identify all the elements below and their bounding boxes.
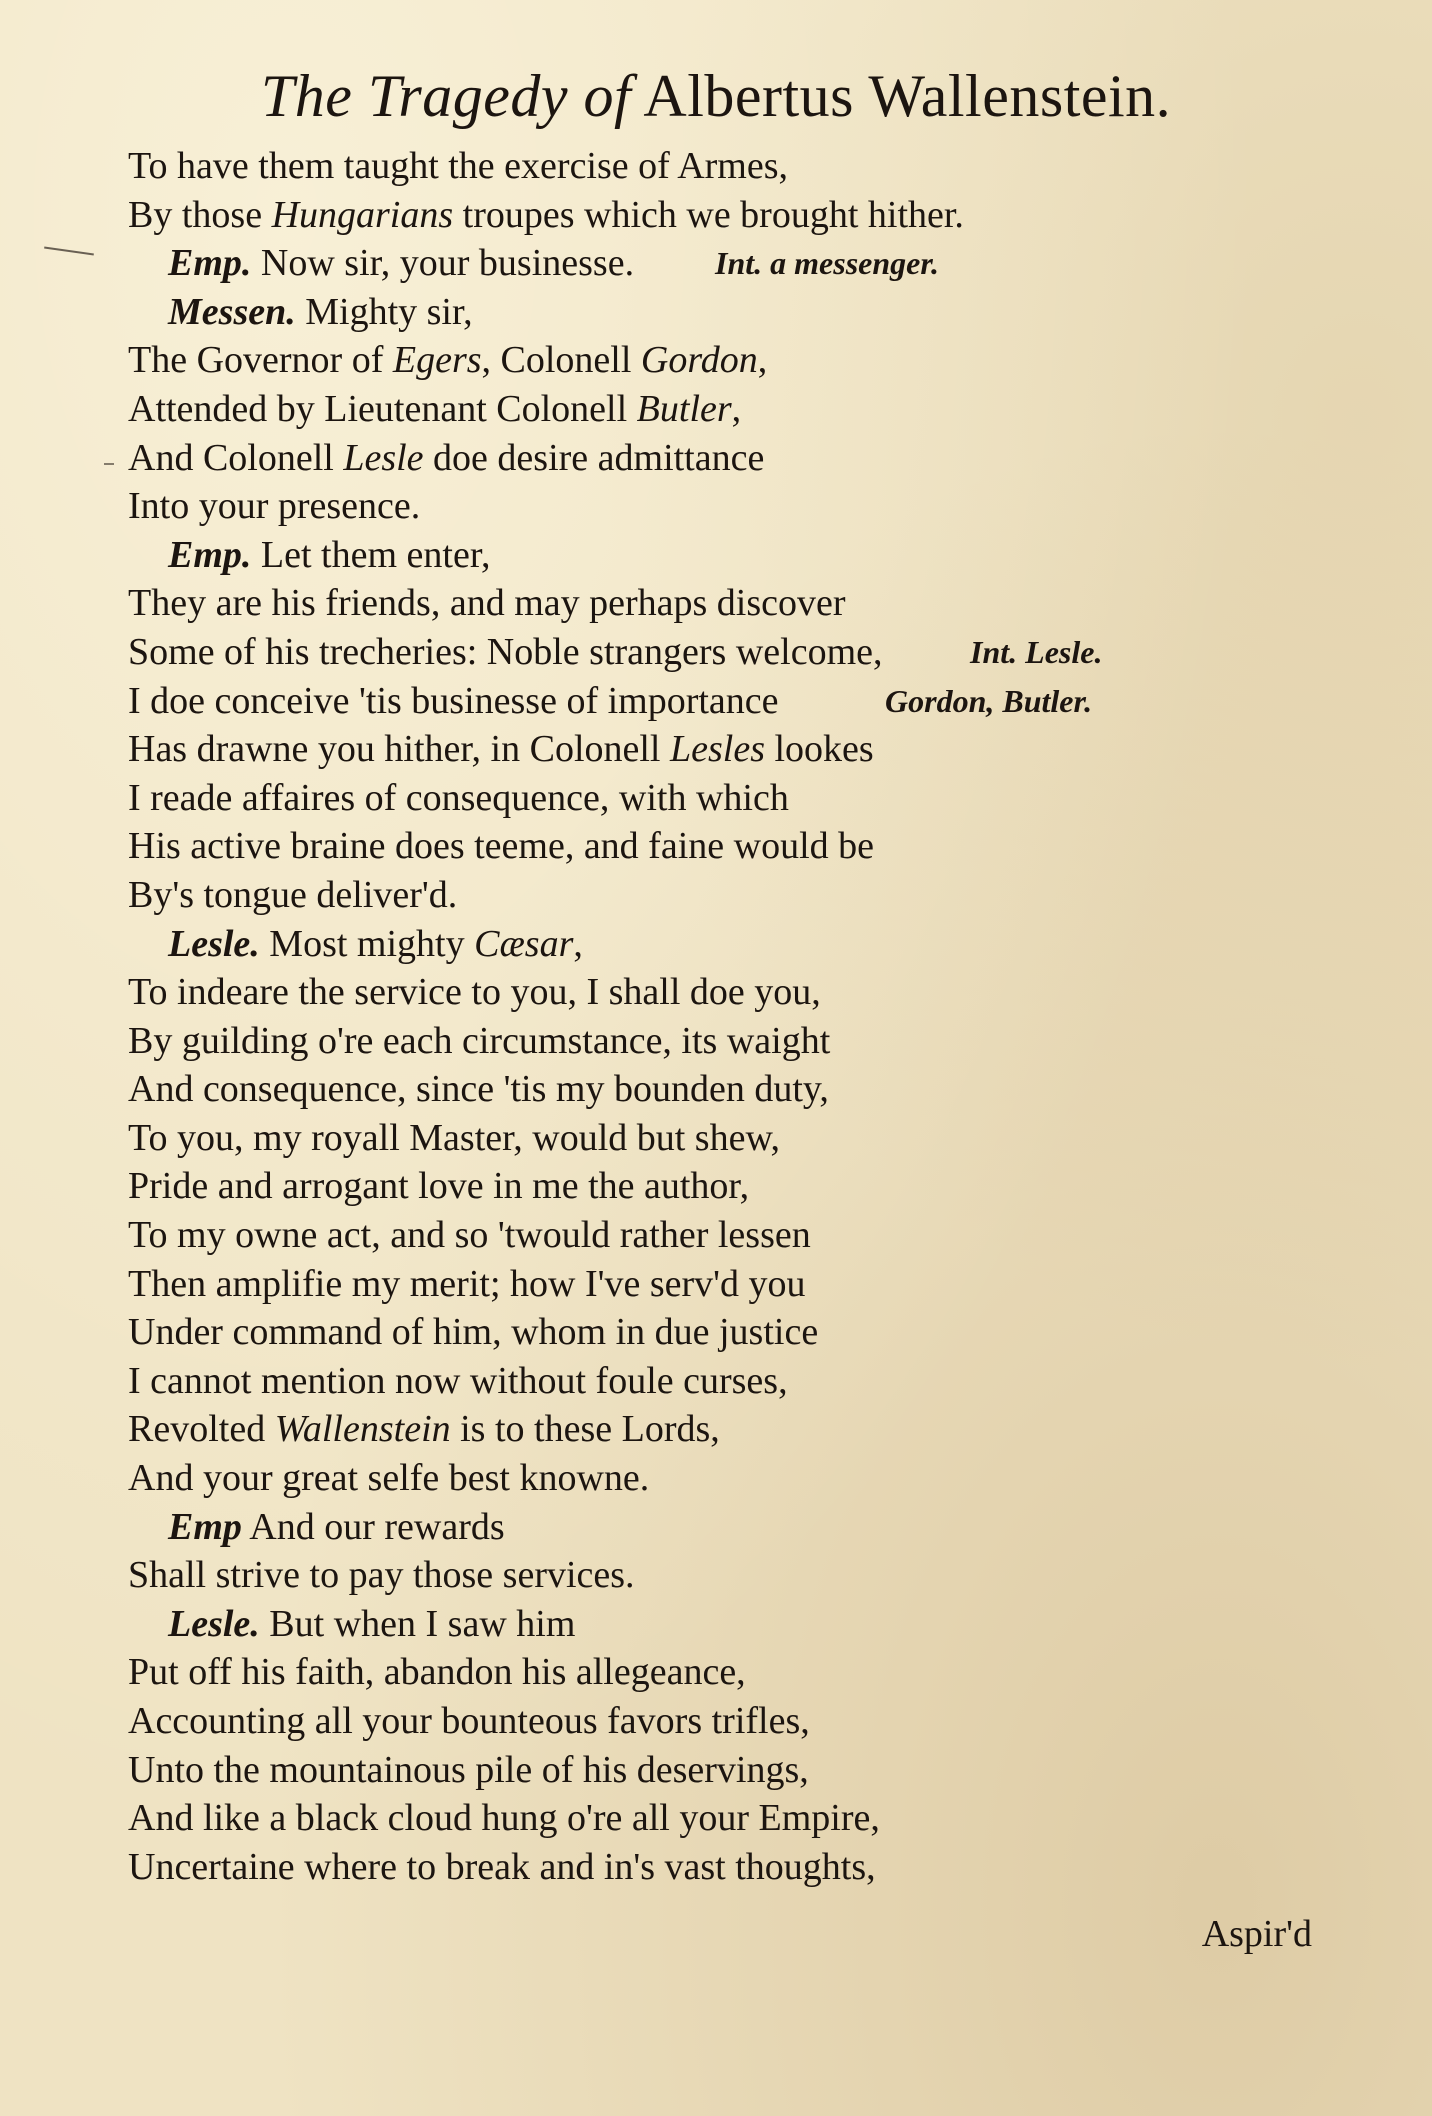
margin-pen-tick [104,463,114,465]
line-text: To have them taught the exercise of Armes, [128,145,789,187]
line-text: , [731,387,742,430]
stage-direction: Int. a messenger. [715,245,940,282]
speaker-name: Emp [168,1505,242,1548]
italic-name: Egers [392,339,482,382]
verse-line [128,871,1308,920]
margin-pen-mark [44,247,94,256]
speaker-name: Messen. [168,290,296,333]
verse-line [128,1308,1308,1357]
speech-line [128,1600,1308,1649]
speech-line [128,239,1308,288]
verse-line [128,1648,1308,1697]
line-text: Most mighty [259,922,475,965]
verse-line [128,579,1308,628]
line-text: Under command of him, whom in due justice [128,1311,819,1354]
speech-line [128,531,1308,580]
italic-name: Gordon [640,339,758,382]
italic-name: Cæsar [474,922,574,965]
catchword: Aspir'd [1201,1913,1312,1955]
stage-direction: Gordon, Butler. [885,682,1093,719]
line-text: But when I saw him [259,1602,576,1645]
line-text: Revolted [128,1408,275,1451]
italic-name: Lesles [669,728,765,771]
line-text: To indeare the service to you, I shall doe you, [128,971,821,1014]
verse-line [128,1065,1308,1114]
line-text: lookes [764,728,874,771]
verse-line [128,1746,1308,1795]
verse-line [128,774,1308,823]
verse-line [128,1697,1308,1746]
verse-line [128,968,1308,1017]
verse-line [128,1551,1308,1600]
line-text: Put off his faith, abandon his allegeance, [128,1651,746,1694]
line-text: To my owne act, and so 'twould rather lessen [128,1214,811,1257]
line-text: is to these Lords, [450,1408,720,1451]
line-text: Uncertaine where to break and in's vast thoughts, [128,1845,876,1888]
line-text: Mighty sir, [295,290,473,333]
italic-name: Butler [636,387,732,430]
stage-direction: Int. Lesle. [970,633,1103,670]
verse-line [128,1260,1308,1309]
speech-line [128,1503,1308,1552]
line-text: Now sir, your businesse. [251,242,635,285]
running-title-italic: The Tragedy of [260,63,632,129]
line-text: Has drawne you hither, in Colonell [128,728,670,771]
play-text [128,142,1308,1891]
verse-line [128,1405,1308,1454]
line-text: Unto the mountainous pile of his deservings, [128,1748,809,1791]
line-text: troupes which we brought hither. [453,193,964,236]
verse-line [128,1454,1308,1503]
line-text: , Colonell [481,339,641,382]
line-text: Some of his trecheries: Noble strangers welcome, [128,630,883,673]
verse-line [128,822,1308,871]
line-text: His active braine does teeme, and faine would be [128,825,874,868]
italic-name: Lesle [343,436,424,479]
line-text: And like a black cloud hung o're all your Empire, [128,1797,880,1840]
line-text: I doe conceive 'tis businesse of importance [128,679,779,722]
line-text: , [573,922,583,965]
line-text: They are his friends, and may perhaps discover [128,582,846,625]
italic-name: Hungarians [271,193,454,236]
verse-line [128,434,1308,483]
verse-line [128,1357,1308,1406]
italic-name: Wallenstein [274,1408,451,1451]
speaker-name: Emp. [168,242,252,285]
verse-line [128,1843,1308,1892]
line-text: Shall strive to pay those services. [128,1554,635,1597]
speaker-name: Lesle. [168,922,260,965]
line-text: The Governor of [128,339,393,382]
line-text: By guilding o're each circumstance, its waight [128,1019,831,1062]
line-text: , [757,339,768,382]
speaker-name: Emp. [168,533,252,576]
verse-line [128,191,1308,240]
line-text: And your great selfe best knowne. [128,1457,650,1500]
verse-line [128,628,1308,677]
line-text: Let them enter, [251,533,491,576]
speaker-name: Lesle. [168,1602,260,1645]
line-text: I reade affaires of consequence, with which [128,776,789,819]
line-text: And Colonell [128,436,344,479]
line-text: Then amplifie my merit; how I've serv'd you [128,1262,806,1305]
line-text: I cannot mention now without foule curses, [128,1359,788,1402]
line-text: And our rewards [241,1505,505,1548]
running-title-roman: Albertus Wallenstein. [643,63,1172,129]
verse-line [128,1114,1308,1163]
line-text: Attended by Lieutenant Colonell [128,387,637,430]
speech-line [128,920,1308,969]
verse-line [128,725,1308,774]
line-text: To you, my royall Master, would but shew, [128,1116,780,1159]
line-text: By's tongue deliver'd. [128,873,458,916]
speech-line [128,288,1308,337]
verse-line [128,385,1308,434]
line-text: Into your presence. [128,485,421,528]
line-text: And consequence, since 'tis my bounden duty, [128,1068,829,1111]
line-text: Accounting all your bounteous favors trifles, [128,1700,810,1742]
verse-line [128,142,1308,191]
verse-line [128,1794,1308,1843]
verse-line [128,336,1308,385]
verse-line [128,482,1308,531]
line-text: By those [128,193,272,236]
running-title [0,56,1432,136]
verse-line [128,1211,1308,1260]
verse-line [128,1162,1308,1211]
verse-line [128,677,1308,726]
verse-line [128,1017,1308,1066]
line-text: doe desire admittance [423,436,765,479]
line-text: Pride and arrogant love in me the author, [128,1165,750,1208]
